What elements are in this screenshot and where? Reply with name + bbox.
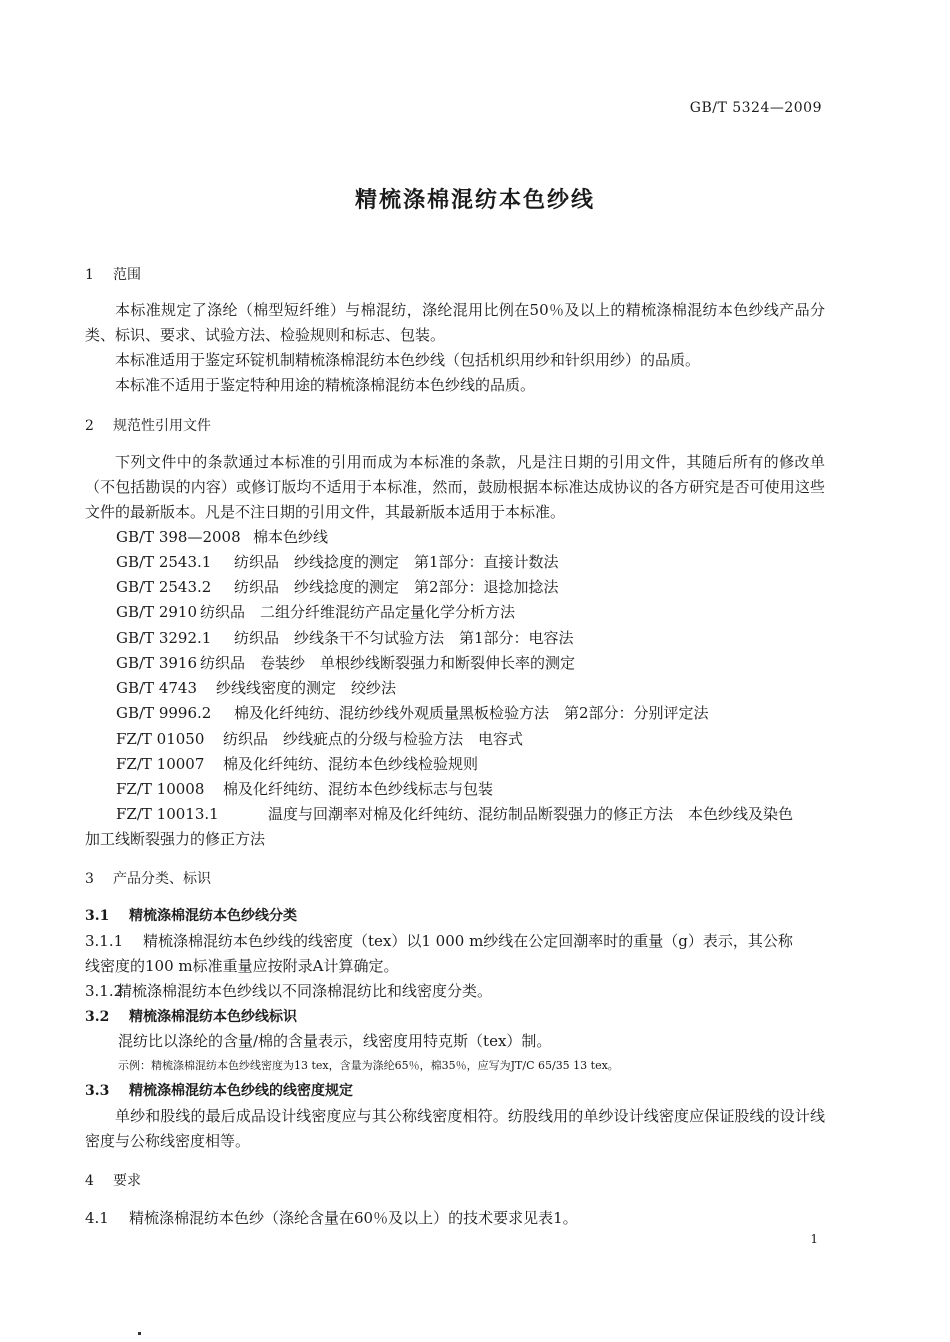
page-number: 1 (810, 1232, 818, 1246)
paragraph: 单纱和股线的最后成品设计线密度应与其公称线密度相符。纺股线用的单纱设计线密度应保证股线的设计线密度与公称线密度相等。 (85, 1107, 825, 1150)
reference-code: GB/T 9996.2 (116, 704, 212, 722)
reference-title: 棉及化纤纯纺、混纺本色纱线标志与包装 (223, 780, 494, 798)
reference-item (116, 753, 478, 774)
reference-code: FZ/T 01050 (116, 730, 205, 748)
reference-code: GB/T 4743 (116, 679, 198, 697)
reference-title: 纺织品 二组分纤维混纺产品定量化学分析方法 (200, 603, 516, 621)
document-title: 精梳涤棉混纺本色纱线 (354, 187, 595, 213)
standard-code: GB/T 5324—2009 (689, 100, 822, 116)
reference-title: 温度与回潮率对棉及化纤纯纺、混纺制品断裂强力的修正方法 本色纱线及染色 (268, 805, 794, 823)
reference-item (116, 551, 559, 572)
reference-code: GB/T 2910 (116, 603, 198, 621)
section-title: 要求 (113, 1173, 141, 1189)
reference-item (116, 702, 709, 723)
section-number: 2 (85, 418, 94, 434)
section-title: 范围 (113, 267, 141, 283)
reference-title: 棉本色纱线 (253, 528, 329, 546)
subsection-title: 精梳涤棉混纺本色纱线标识 (129, 1009, 297, 1025)
section-number: 3 (85, 871, 94, 887)
reference-title: 纺织品 纱线捻度的测定 第1部分：直接计数法 (234, 553, 559, 571)
clause (85, 930, 793, 951)
example-note: 示例：精梳涤棉混纺本色纱线密度为13 tex，含量为涤纶65％，棉35％，应写为JT/C 65/35 13 tex。 (118, 1059, 619, 1072)
reference-item (116, 677, 396, 698)
reference-title: 纺织品 卷装纱 单根纱线断裂强力和断裂伸长率的测定 (200, 654, 576, 672)
reference-item (116, 576, 559, 597)
clause-text: 精梳涤棉混纺本色纱线的线密度（tex）以1 000 m纱线在公定回潮率时的重量（g）表示，其公称 (143, 932, 793, 950)
section-title: 规范性引用文件 (113, 418, 211, 434)
reference-title: 纺织品 纱线疵点的分级与检验方法 电容式 (223, 730, 524, 748)
clause-number: 3.1.1 (85, 932, 124, 950)
clause-number: 4.1 (85, 1209, 109, 1227)
reference-title: 棉及化纤纯纺、混纺本色纱线检验规则 (223, 755, 479, 773)
reference-code: GB/T 398—2008 (116, 528, 241, 546)
reference-code: FZ/T 10008 (116, 780, 205, 798)
reference-code: FZ/T 10007 (116, 755, 205, 773)
reference-item (116, 601, 515, 622)
section-number: 4 (85, 1173, 94, 1189)
reference-item (116, 526, 328, 547)
section-2-heading (85, 415, 211, 435)
subsection-title: 精梳涤棉混纺本色纱线分类 (129, 908, 297, 924)
reference-title: 纺织品 纱线条干不匀试验方法 第1部分：电容法 (234, 629, 574, 647)
reference-code: GB/T 3916 (116, 654, 198, 672)
subsection-number: 3.2 (85, 1009, 110, 1025)
paragraph: 本标准适用于鉴定环锭机制精梳涤棉混纺本色纱线（包括机织用纱和针织用纱）的品质。 (115, 351, 701, 369)
subsection-heading (85, 905, 297, 925)
clause (85, 980, 492, 1001)
subsection-number: 3.3 (85, 1083, 110, 1099)
paragraph: 本标准规定了涤纶（棉型短纤维）与棉混纺，涤纶混用比例在50％及以上的精梳涤棉混纺本色纱线产品分类、标识、要求、试验方法、检验规则和标志、包装。 (85, 301, 825, 344)
section-1-heading (85, 264, 141, 284)
subsection-heading (85, 1006, 297, 1026)
reference-item (116, 652, 575, 673)
subsection-number: 3.1 (85, 908, 110, 924)
section-number: 1 (85, 267, 94, 283)
reference-code: GB/T 2543.1 (116, 553, 212, 571)
reference-code: GB/T 3292.1 (116, 629, 212, 647)
clause-text: 精梳涤棉混纺本色纱（涤纶含量在60％及以上）的技术要求见表1。 (129, 1209, 578, 1227)
reference-item (116, 803, 793, 824)
reference-title: 纱线线密度的测定 绞纱法 (216, 679, 397, 697)
subsection-title: 精梳涤棉混纺本色纱线的线密度规定 (129, 1083, 353, 1099)
paragraph: 下列文件中的条款通过本标准的引用而成为本标准的条款，凡是注日期的引用文件，其随后所有的修改单（不包括勘误的内容）或修订版均不适用于本标准，然而，鼓励根据本标准达成协议的各方研究是否可使用这些文件的最新版本。凡是不注日期的引用文件，其最新版本适用于本标准。 (85, 453, 825, 521)
section-4-heading (85, 1170, 141, 1190)
reference-title: 棉及化纤纯纺、混纺纱线外观质量黑板检验方法 第2部分：分别评定法 (234, 704, 709, 722)
reference-code: FZ/T 10013.1 (116, 805, 219, 823)
scan-speck (138, 1332, 141, 1335)
reference-code: GB/T 2543.2 (116, 578, 212, 596)
subsection-heading (85, 1080, 353, 1100)
section-title: 产品分类、标识 (113, 871, 211, 887)
clause-number: 3.1.2 (85, 982, 124, 1000)
reference-title: 纺织品 纱线捻度的测定 第2部分：退捻加捻法 (234, 578, 559, 596)
paragraph: 本标准不适用于鉴定特种用途的精梳涤棉混纺本色纱线的品质。 (115, 376, 536, 394)
reference-item (116, 627, 574, 648)
clause (85, 1207, 578, 1228)
paragraph: 混纺比以涤纶的含量/棉的含量表示，线密度用特克斯（tex）制。 (118, 1032, 552, 1050)
reference-continuation: 加工线断裂强力的修正方法 (85, 830, 266, 848)
reference-item (116, 778, 493, 799)
section-3-heading (85, 868, 211, 888)
reference-item (116, 728, 523, 749)
clause-continuation: 线密度的100 m标准重量应按附录A计算确定。 (85, 957, 399, 975)
clause-text: 精梳涤棉混纺本色纱线以不同涤棉混纺比和线密度分类。 (117, 982, 493, 1000)
